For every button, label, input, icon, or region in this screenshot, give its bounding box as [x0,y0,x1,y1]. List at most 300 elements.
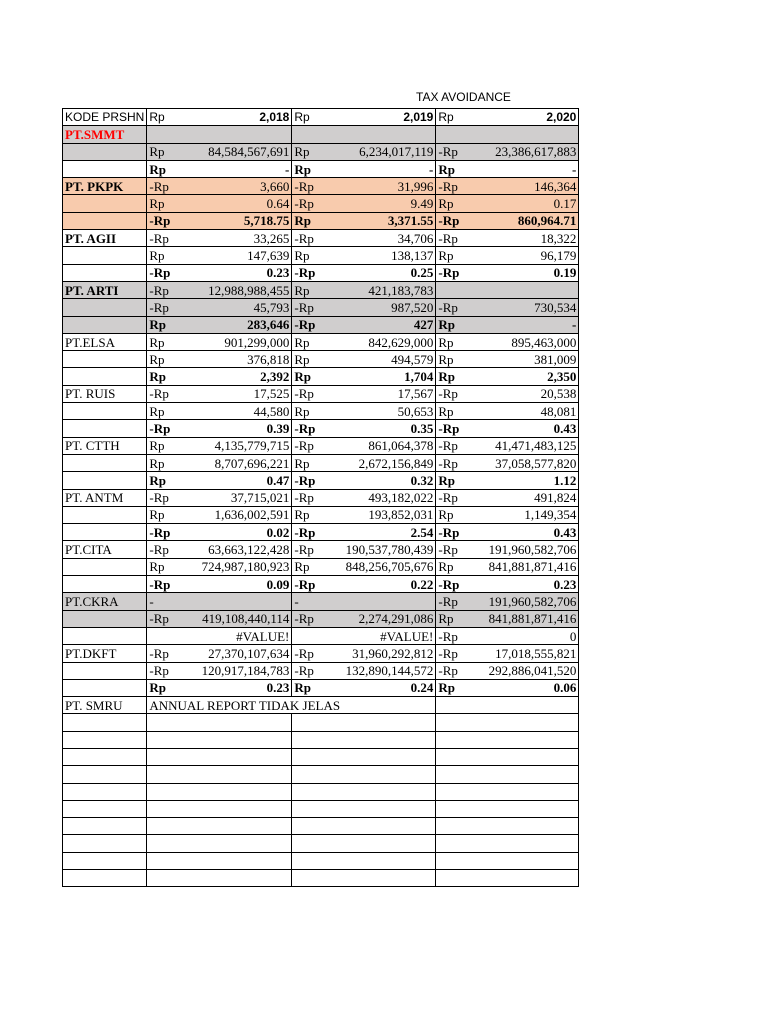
empty-cell [436,835,579,852]
company-code [63,299,147,316]
empty-cell [63,835,147,852]
currency-cell: -Rp [436,593,476,610]
value-cell: 860,964.71 [476,212,579,229]
empty-cell [147,800,292,817]
empty-cell [292,835,436,852]
table-row [63,576,579,593]
company-code [63,247,147,264]
currency-cell: -Rp [147,281,195,298]
currency-cell: Rp [147,316,195,333]
currency-cell: Rp [292,558,332,575]
empty-cell [147,748,292,765]
currency-cell: Rp [292,403,332,420]
value-cell: 427 [332,316,436,333]
currency-cell: -Rp [292,420,332,437]
table-row [63,385,579,402]
empty-cell [292,783,436,800]
table-row [63,143,579,160]
company-code [63,524,147,541]
value-cell: 848,256,705,676 [332,558,436,575]
company-code [63,316,147,333]
value-cell [332,593,436,610]
table-row [63,212,579,229]
company-code: PT.ELSA [63,333,147,350]
value-cell: 146,364 [476,178,579,195]
table-row [63,437,579,454]
company-code [63,195,147,212]
empty-cell [63,818,147,835]
currency-cell: Rp [436,558,476,575]
empty-cell [292,714,436,731]
table-row [63,230,579,247]
table-row [63,126,579,143]
currency-cell: -Rp [292,299,332,316]
value-cell: 0.09 [195,576,292,593]
value-cell: 37,058,577,820 [476,454,579,471]
empty-cell [292,766,436,783]
table-row [63,178,579,195]
empty-cell [436,766,579,783]
value-cell: 0.23 [476,576,579,593]
currency-cell: -Rp [292,645,332,662]
sheet-title: TAX AVOIDANCE [416,90,511,104]
value-cell: 17,525 [195,385,292,402]
currency-cell: -Rp [436,662,476,679]
value-cell: 381,009 [476,351,579,368]
currency-cell: Rp [147,679,195,696]
table-row [63,662,579,679]
table-row [63,506,579,523]
value-cell: 0.43 [476,524,579,541]
value-cell: #VALUE! [195,627,292,644]
currency-cell: -Rp [436,437,476,454]
table-row [63,195,579,212]
value-cell: 48,081 [476,403,579,420]
currency-cell: -Rp [436,627,476,644]
empty-cell [292,818,436,835]
empty-cell [436,818,579,835]
currency-cell: Rp [292,212,332,229]
value-cell: 0 [476,627,579,644]
currency-cell: - [292,593,332,610]
empty-cell [63,870,147,887]
currency-cell: -Rp [147,212,195,229]
currency-cell: -Rp [147,610,195,627]
value-cell: 50,653 [332,403,436,420]
value-cell: 0.23 [195,679,292,696]
currency-cell: -Rp [292,230,332,247]
table-row [63,524,579,541]
value-cell: 132,890,144,572 [332,662,436,679]
table-row [63,697,579,714]
currency-cell: -Rp [292,316,332,333]
value-cell: 31,960,292,812 [332,645,436,662]
company-code: PT. PKPK [63,178,147,195]
table-row [63,368,579,385]
currency-cell [436,126,476,143]
currency-cell: Rp [292,679,332,696]
value-cell: 37,715,021 [195,489,292,506]
currency-cell: -Rp [292,472,332,489]
empty-cell [63,800,147,817]
value-cell: 841,881,871,416 [476,558,579,575]
currency-cell: Rp [436,160,476,177]
currency-cell: -Rp [436,264,476,281]
currency-cell: - [147,593,195,610]
value-cell: - [476,160,579,177]
currency-cell: Rp [436,316,476,333]
table-row [63,627,579,644]
value-cell: 12,988,988,455 [195,281,292,298]
empty-cell [63,852,147,869]
value-cell: 0.32 [332,472,436,489]
currency-cell: Rp [147,195,195,212]
company-code [63,420,147,437]
company-code [63,264,147,281]
currency-cell: -Rp [292,385,332,402]
value-cell: 44,580 [195,403,292,420]
header-year-2019: 2,019 [332,109,436,126]
value-cell: 3,660 [195,178,292,195]
currency-cell: -Rp [147,662,195,679]
value-cell: 494,579 [332,351,436,368]
header-rp-2019: Rp [292,109,332,126]
value-cell: 987,520 [332,299,436,316]
value-cell [195,593,292,610]
value-cell: 2,392 [195,368,292,385]
value-cell: 0.06 [476,679,579,696]
empty-cell [147,870,292,887]
currency-cell: Rp [292,333,332,350]
value-cell: 33,265 [195,230,292,247]
empty-cell [292,800,436,817]
currency-cell: Rp [436,333,476,350]
currency-cell: -Rp [292,178,332,195]
header-row [63,109,579,126]
currency-cell [436,281,476,298]
tax-avoidance-table [62,108,579,887]
company-code: PT. AGII [63,230,147,247]
company-code [63,506,147,523]
value-cell [332,126,436,143]
value-cell: 2,274,291,086 [332,610,436,627]
currency-cell: -Rp [436,524,476,541]
value-cell: 18,322 [476,230,579,247]
company-code [63,403,147,420]
value-cell: 0.24 [332,679,436,696]
empty-cell [436,748,579,765]
value-cell: 0.25 [332,264,436,281]
value-cell [476,697,579,714]
table-row [63,316,579,333]
currency-cell: -Rp [436,230,476,247]
currency-cell: Rp [147,558,195,575]
table-row [63,403,579,420]
currency-cell: -Rp [292,610,332,627]
currency-cell: Rp [292,368,332,385]
currency-cell: -Rp [147,385,195,402]
currency-cell: Rp [292,454,332,471]
empty-row [63,818,579,835]
currency-cell: -Rp [436,454,476,471]
table-row [63,645,579,662]
value-cell [476,126,579,143]
empty-cell [147,714,292,731]
value-cell: 96,179 [476,247,579,264]
empty-row [63,870,579,887]
currency-cell: Rp [436,351,476,368]
company-code: PT. RUIS [63,385,147,402]
value-cell: 421,183,783 [332,281,436,298]
currency-cell: -Rp [436,299,476,316]
empty-cell [147,818,292,835]
table-row [63,610,579,627]
currency-cell: -Rp [147,645,195,662]
currency-cell: Rp [436,472,476,489]
table-row [63,541,579,558]
header-year-2020: 2,020 [476,109,579,126]
currency-cell: Rp [436,247,476,264]
value-cell: 190,537,780,439 [332,541,436,558]
value-cell: 0.47 [195,472,292,489]
value-cell: 191,960,582,706 [476,541,579,558]
currency-cell: -Rp [147,264,195,281]
value-cell: 376,818 [195,351,292,368]
table-row [63,558,579,575]
company-code: PT. ARTI [63,281,147,298]
value-cell: 34,706 [332,230,436,247]
empty-cell [147,766,292,783]
currency-cell: -Rp [292,264,332,281]
company-code [63,143,147,160]
empty-cell [436,852,579,869]
value-cell: 3,371.55 [332,212,436,229]
empty-cell [147,852,292,869]
empty-cell [147,835,292,852]
table-row [63,264,579,281]
currency-cell: -Rp [292,576,332,593]
company-code [63,576,147,593]
currency-cell: -Rp [147,420,195,437]
empty-cell [63,714,147,731]
empty-cell [63,783,147,800]
table-row [63,679,579,696]
currency-cell: Rp [436,506,476,523]
empty-cell [292,731,436,748]
currency-cell: Rp [147,333,195,350]
empty-row [63,835,579,852]
table-row [63,472,579,489]
currency-cell: -Rp [436,541,476,558]
currency-cell: -Rp [292,437,332,454]
company-code: PT. ANTM [63,489,147,506]
table-row [63,593,579,610]
value-cell: 842,629,000 [332,333,436,350]
currency-cell: -Rp [436,576,476,593]
value-cell: - [476,316,579,333]
value-cell: 20,538 [476,385,579,402]
value-cell [476,281,579,298]
value-cell: 84,584,567,691 [195,143,292,160]
currency-cell [147,627,195,644]
value-cell: 841,881,871,416 [476,610,579,627]
empty-row [63,852,579,869]
value-cell: - [195,160,292,177]
value-cell: 193,852,031 [332,506,436,523]
empty-cell [147,783,292,800]
currency-cell [436,697,476,714]
empty-row [63,714,579,731]
value-cell: 4,135,779,715 [195,437,292,454]
note-cell: ANNUAL REPORT TIDAK JELAS [147,697,436,714]
company-code [63,160,147,177]
value-cell: 861,064,378 [332,437,436,454]
empty-row [63,748,579,765]
company-code: PT. SMRU [63,697,147,714]
value-cell: 138,137 [332,247,436,264]
value-cell: 27,370,107,634 [195,645,292,662]
empty-cell [292,870,436,887]
currency-cell: -Rp [436,212,476,229]
value-cell: 5,718.75 [195,212,292,229]
table-row [63,420,579,437]
value-cell: 419,108,440,114 [195,610,292,627]
currency-cell: Rp [292,143,332,160]
empty-cell [63,766,147,783]
currency-cell: Rp [292,351,332,368]
table-row [63,333,579,350]
value-cell: 120,917,184,783 [195,662,292,679]
table-row [63,299,579,316]
value-cell: 6,234,017,119 [332,143,436,160]
value-cell: 17,567 [332,385,436,402]
empty-row [63,800,579,817]
currency-cell: Rp [292,160,332,177]
value-cell: 0.22 [332,576,436,593]
company-code: PT.DKFT [63,645,147,662]
value-cell: 0.17 [476,195,579,212]
currency-cell: -Rp [436,645,476,662]
currency-cell: -Rp [147,299,195,316]
empty-cell [436,714,579,731]
company-code [63,454,147,471]
currency-cell: -Rp [436,143,476,160]
table-row [63,489,579,506]
value-cell: 45,793 [195,299,292,316]
currency-cell [147,126,195,143]
company-code [63,610,147,627]
value-cell: 191,960,582,706 [476,593,579,610]
value-cell: 292,886,041,520 [476,662,579,679]
table-row [63,160,579,177]
value-cell: #VALUE! [332,627,436,644]
value-cell: - [332,160,436,177]
value-cell: 0.64 [195,195,292,212]
currency-cell: -Rp [436,178,476,195]
value-cell: 8,707,696,221 [195,454,292,471]
currency-cell: -Rp [147,576,195,593]
currency-cell: Rp [147,351,195,368]
value-cell: 0.35 [332,420,436,437]
value-cell: 1,704 [332,368,436,385]
company-code: PT.CITA [63,541,147,558]
company-code [63,351,147,368]
empty-cell [292,852,436,869]
header-rp-2020: Rp [436,109,476,126]
currency-cell: Rp [147,247,195,264]
currency-cell: -Rp [292,662,332,679]
value-cell: 17,018,555,821 [476,645,579,662]
currency-cell: -Rp [292,489,332,506]
currency-cell: Rp [147,143,195,160]
value-cell: 31,996 [332,178,436,195]
company-code: PT.SMMT [63,126,147,143]
empty-cell [436,783,579,800]
currency-cell: Rp [436,610,476,627]
header-year-2018: 2,018 [195,109,292,126]
value-cell: 491,824 [476,489,579,506]
currency-cell: Rp [147,368,195,385]
table-row [63,247,579,264]
currency-cell: Rp [436,195,476,212]
currency-cell: Rp [147,403,195,420]
value-cell: 41,471,483,125 [476,437,579,454]
value-cell: 0.02 [195,524,292,541]
value-cell: 2,350 [476,368,579,385]
currency-cell: Rp [436,679,476,696]
currency-cell: Rp [147,160,195,177]
company-code [63,368,147,385]
currency-cell: Rp [436,403,476,420]
currency-cell: -Rp [292,195,332,212]
company-code: PT.CKRA [63,593,147,610]
value-cell: 730,534 [476,299,579,316]
company-code [63,627,147,644]
currency-cell: -Rp [292,541,332,558]
empty-cell [436,731,579,748]
value-cell: 0.19 [476,264,579,281]
company-code [63,662,147,679]
company-code [63,212,147,229]
currency-cell: Rp [147,506,195,523]
currency-cell: -Rp [147,524,195,541]
value-cell: 2,672,156,849 [332,454,436,471]
value-cell: 901,299,000 [195,333,292,350]
currency-cell: Rp [147,437,195,454]
currency-cell: Rp [436,368,476,385]
empty-row [63,783,579,800]
value-cell: 493,182,022 [332,489,436,506]
value-cell: 1.12 [476,472,579,489]
value-cell: 0.23 [195,264,292,281]
currency-cell: -Rp [147,489,195,506]
currency-cell: -Rp [147,541,195,558]
currency-cell [292,126,332,143]
header-rp-2018: Rp [147,109,195,126]
currency-cell: -Rp [436,489,476,506]
value-cell: 0.39 [195,420,292,437]
empty-cell [436,800,579,817]
value-cell: 0.43 [476,420,579,437]
currency-cell: Rp [147,454,195,471]
currency-cell: -Rp [147,178,195,195]
value-cell: 63,663,122,428 [195,541,292,558]
currency-cell: -Rp [436,420,476,437]
empty-row [63,766,579,783]
empty-cell [63,748,147,765]
currency-cell [292,627,332,644]
currency-cell: Rp [292,281,332,298]
